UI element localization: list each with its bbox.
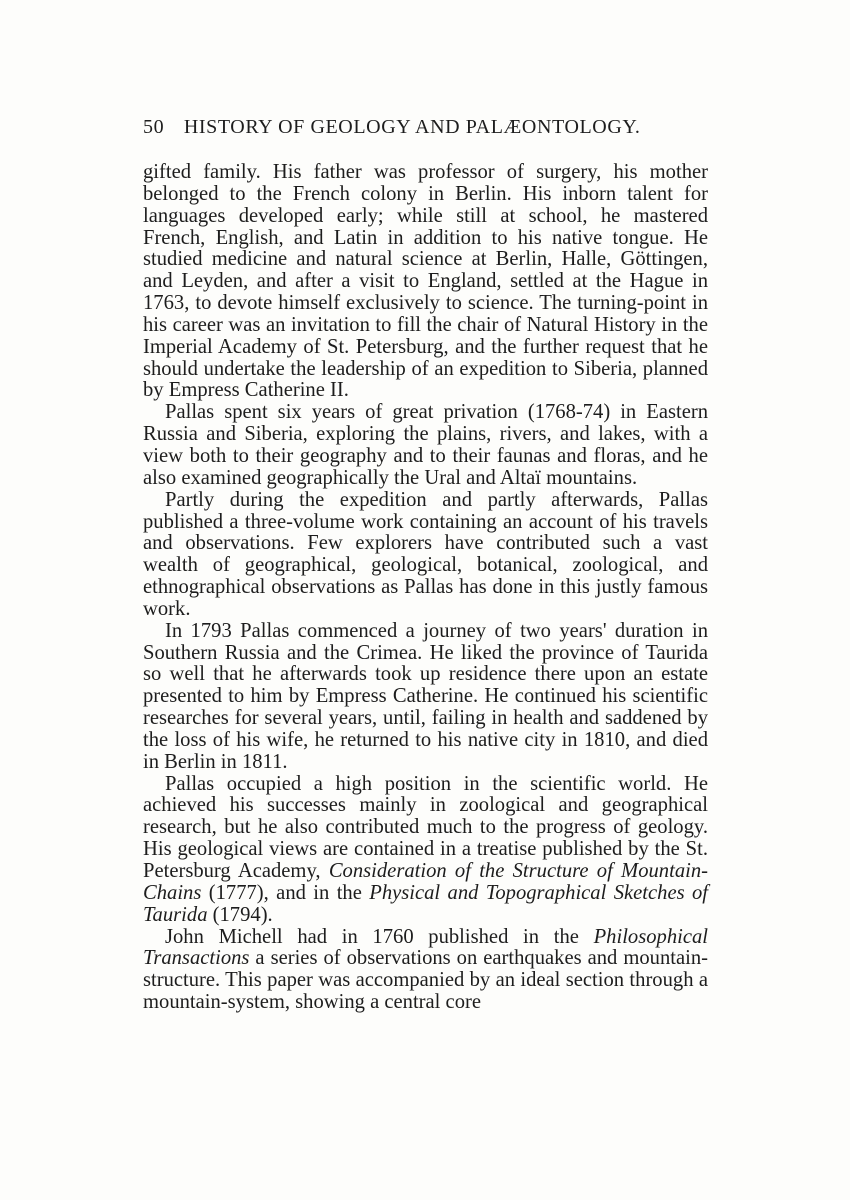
page-number: 50 [143,116,165,138]
text-segment: (1777), and in the [201,881,370,904]
paragraph-michell [143,927,708,1014]
paragraph-pallas-crimea: In 1793 Pallas commenced a journey of two years' duration in Southern Russia and the Crimea. He liked the province of Taurida so well that he afterwards took up residence there upon an estate presented to him by Empress Catherine. He continued his scientific researches for several years, until, failing in health and saddened by the loss of his wife, he returned to his native city in 1810, and died in Berlin in 1811. [143,619,708,773]
book-title-taurida: Physical and Topographical Sketches of Taurida [143,881,708,926]
book-title-consideration: Consideration of the Structure of Mountain-Chains [143,860,708,904]
journal-title-philosophical-transactions: Philosophical Transactions [143,925,708,970]
text-segment: Pallas occupied a high position in the scientific world. He achieved his successes mainly in zoological and geographical research, but he also contributed much to the progress of geology. His geological views are contained in a treatise published by the St. Petersburg Academy, [143,772,708,882]
text-segment: John Michell had in 1760 published in the [165,925,594,948]
paragraph-pallas-expedition: Pallas spent six years of great privation (1768-74) in Eastern Russia and Siberia, exploring the plains, rivers, and lakes, with a view both to their geography and to their faunas and floras, and he also examined geographically the Ural and Altaï mountains. [143,401,708,489]
paragraph-continuation: gifted family. His father was professor of surgery, his mother belonged to the French colony in Berlin. His inborn talent for languages developed early; while still at school, he mastered French, English, and Latin in addition to his native tongue. He studied medicine and natural science at Berlin, Halle, Göttingen, and Leyden, and after a visit to England, settled at the Hague in 1763, to devote himself exclusively to science. The turning-point in his career was an invitation to fill the chair of Natural History in the Imperial Academy of St. Petersburg, and the further request that he should undertake the leadership of an expedition to Siberia, planned by Empress Catherine II. [143,161,708,402]
text-segment: a series of observations on earthquakes and mountain-structure. This paper was accompanied by an ideal section through a mountain-system, showing a central core [143,947,708,1014]
body-text [143,162,708,1014]
paragraph-pallas-position [143,774,708,927]
running-title: HISTORY OF GEOLOGY AND PALÆONTOLOGY. [183,116,641,138]
paragraph-pallas-publication: Partly during the expedition and partly afterwards, Pallas published a three-volume work containing an account of his travels and observations. Few explorers have contributed such a vast wealth of geographical, geological, botanical, zoological, and ethnographical observations as Pallas has done in this justly famous work. [143,488,708,620]
text-segment: (1794). [207,903,273,926]
running-header [143,116,713,146]
